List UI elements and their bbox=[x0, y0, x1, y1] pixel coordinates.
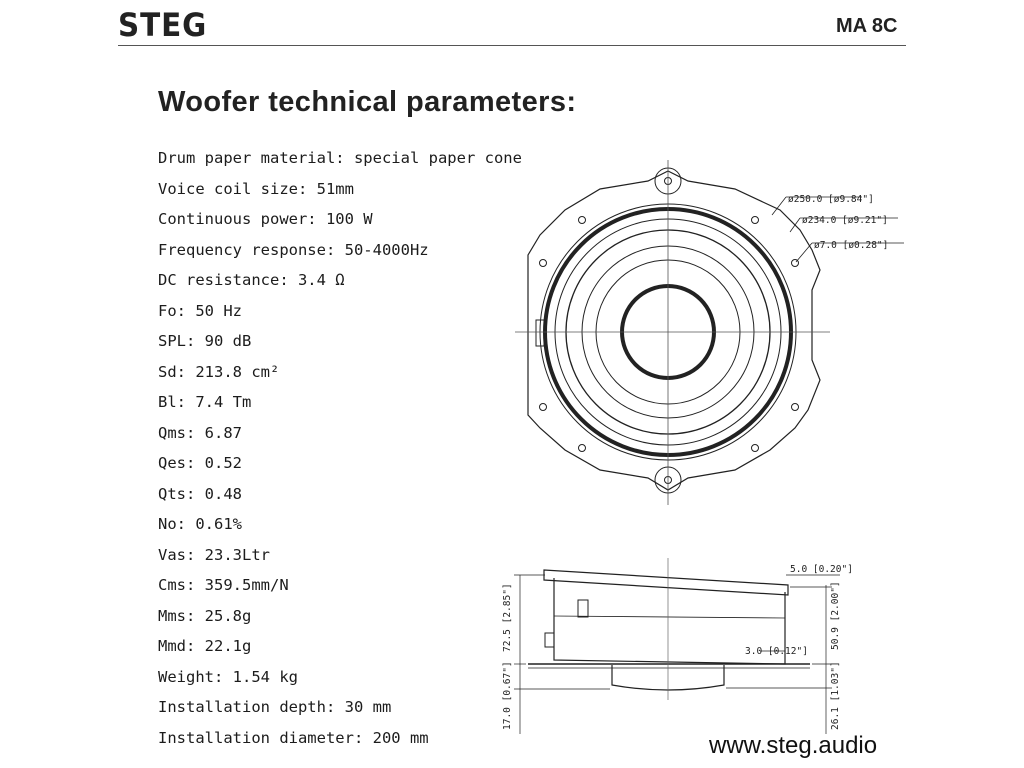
brand-logo: STEG bbox=[118, 6, 208, 44]
front-view-drawing bbox=[515, 160, 904, 505]
param-bl: Bl: 7.4 Tm bbox=[158, 393, 252, 411]
dim-mount-offset: 3.0 [0.12"] bbox=[745, 646, 808, 657]
param-spl: SPL: 90 dB bbox=[158, 332, 252, 350]
param-fo: Fo: 50 Hz bbox=[158, 301, 242, 320]
param-cms: Cms: 359.5mm/N bbox=[158, 576, 289, 594]
param-weight: Weight: 1.54 kg bbox=[158, 667, 298, 686]
dim-outer-diameter: ø250.0 [ø9.84"] bbox=[788, 194, 874, 205]
param-qts: Qts: 0.48 bbox=[158, 484, 242, 503]
param-no: No: 0.61% bbox=[158, 515, 242, 533]
param-installation-diameter: Installation diameter: 200 mm bbox=[158, 728, 429, 747]
dim-front-protrusion: 17.0 [0.67"] bbox=[502, 661, 513, 730]
param-mmd: Mmd: 22.1g bbox=[158, 637, 252, 655]
param-frequency-response: Frequency response: 50-4000Hz bbox=[158, 240, 429, 259]
website-url: www.steg.audio bbox=[709, 732, 878, 759]
dim-bolt-circle: ø234.0 [ø9.21"] bbox=[802, 215, 888, 226]
dim-hole-diameter: ø7.0 [ø0.28"] bbox=[814, 240, 889, 251]
dim-basket-height: 50.9 [2.00"] bbox=[830, 581, 841, 650]
param-cone-material: Drum paper material: special paper cone bbox=[158, 149, 522, 167]
dim-flange-thickness: 5.0 [0.20"] bbox=[790, 564, 853, 575]
param-voice-coil: Voice coil size: 51mm bbox=[158, 179, 354, 198]
param-qes: Qes: 0.52 bbox=[158, 454, 242, 472]
param-mms: Mms: 25.8g bbox=[158, 606, 252, 625]
param-continuous-power: Continuous power: 100 W bbox=[158, 210, 373, 228]
param-qms: Qms: 6.87 bbox=[158, 423, 242, 442]
param-sd: Sd: 213.8 cm² bbox=[158, 362, 280, 381]
page-title: Woofer technical parameters: bbox=[158, 86, 577, 118]
dim-overall-height: 72.5 [2.85"] bbox=[502, 583, 513, 652]
param-installation-depth: Installation depth: 30 mm bbox=[158, 698, 392, 716]
dim-rear-protrusion: 26.1 [1.03"] bbox=[830, 661, 841, 730]
param-dc-resistance: DC resistance: 3.4 Ω bbox=[158, 271, 345, 289]
param-vas: Vas: 23.3Ltr bbox=[158, 545, 270, 564]
model-name: MA 8C bbox=[836, 15, 898, 37]
